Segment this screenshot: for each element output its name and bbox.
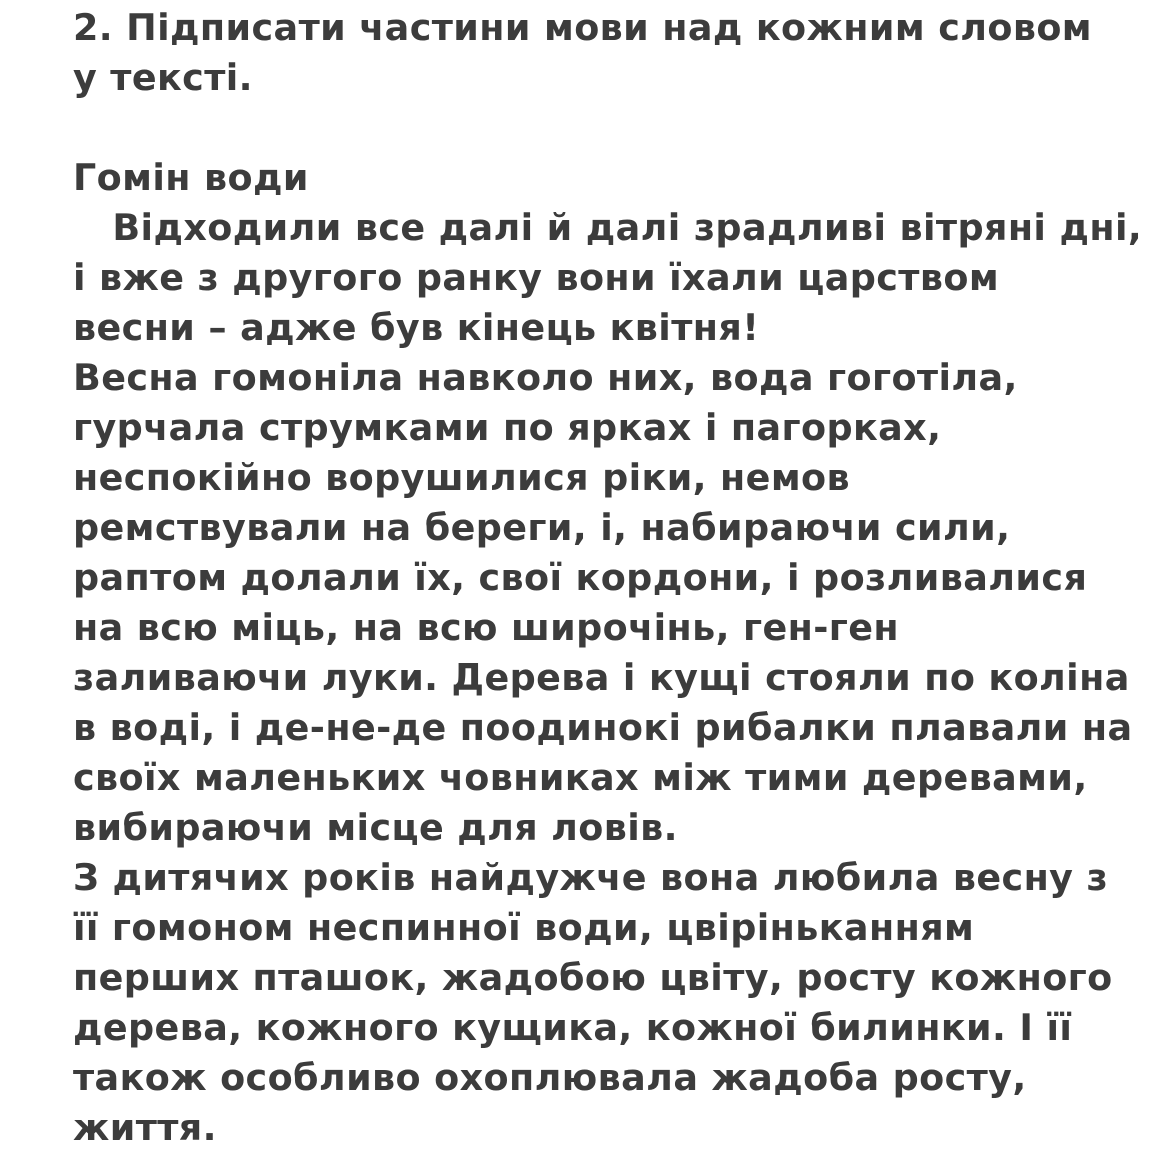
text-line: З дитячих років найдужче вона любила весну з [73,856,1109,899]
text-line: заливаючи луки. Дерева і кущі стояли по коліна [73,656,1130,699]
text-line: її гомоном неспинної води, цвіріньканням [73,906,975,949]
text-line: життя. [73,1106,217,1149]
text-line: своїх маленьких човниках між тими деревами, [73,756,1088,799]
text-line: вибираючи місце для ловів. [73,806,678,849]
task-instruction [73,3,1153,103]
text-title: Гомін води [73,156,309,199]
text-line: Відходили все далі й далі зрадливі вітряні дні, [73,206,1143,249]
text-line: і вже з другого ранку вони їхали царством [73,256,1000,299]
document [73,0,1153,1153]
text-line: ремствували на береги, і, набираючи сили, [73,506,1011,549]
task-line: 2. Підписати частини мови над кожним словом [73,6,1093,49]
text-line: також особливо охоплювала жадоба росту, [73,1056,1027,1099]
text-line: дерева, кожного кущика, кожної билинки. І її [73,1006,1073,1049]
text-line: весни – адже був кінець квітня! [73,306,760,349]
text-line: раптом долали їх, свої кордони, і розливалися [73,556,1088,599]
text-line: перших пташок, жадобою цвіту, росту кожного [73,956,1113,999]
blank-line [73,103,1153,153]
text-body [73,203,1153,1153]
text-line: гурчала струмками по ярках і пагорках, [73,406,942,449]
text-line: Весна гомоніла навколо них, вода гоготіла, [73,356,1018,399]
text-line: в воді, і де-не-де поодинокі рибалки плавали на [73,706,1133,749]
text-line: неспокійно ворушилися ріки, немов [73,456,851,499]
text-line: на всю міць, на всю широчінь, ген-ген [73,606,900,649]
task-line: у тексті. [73,56,253,99]
